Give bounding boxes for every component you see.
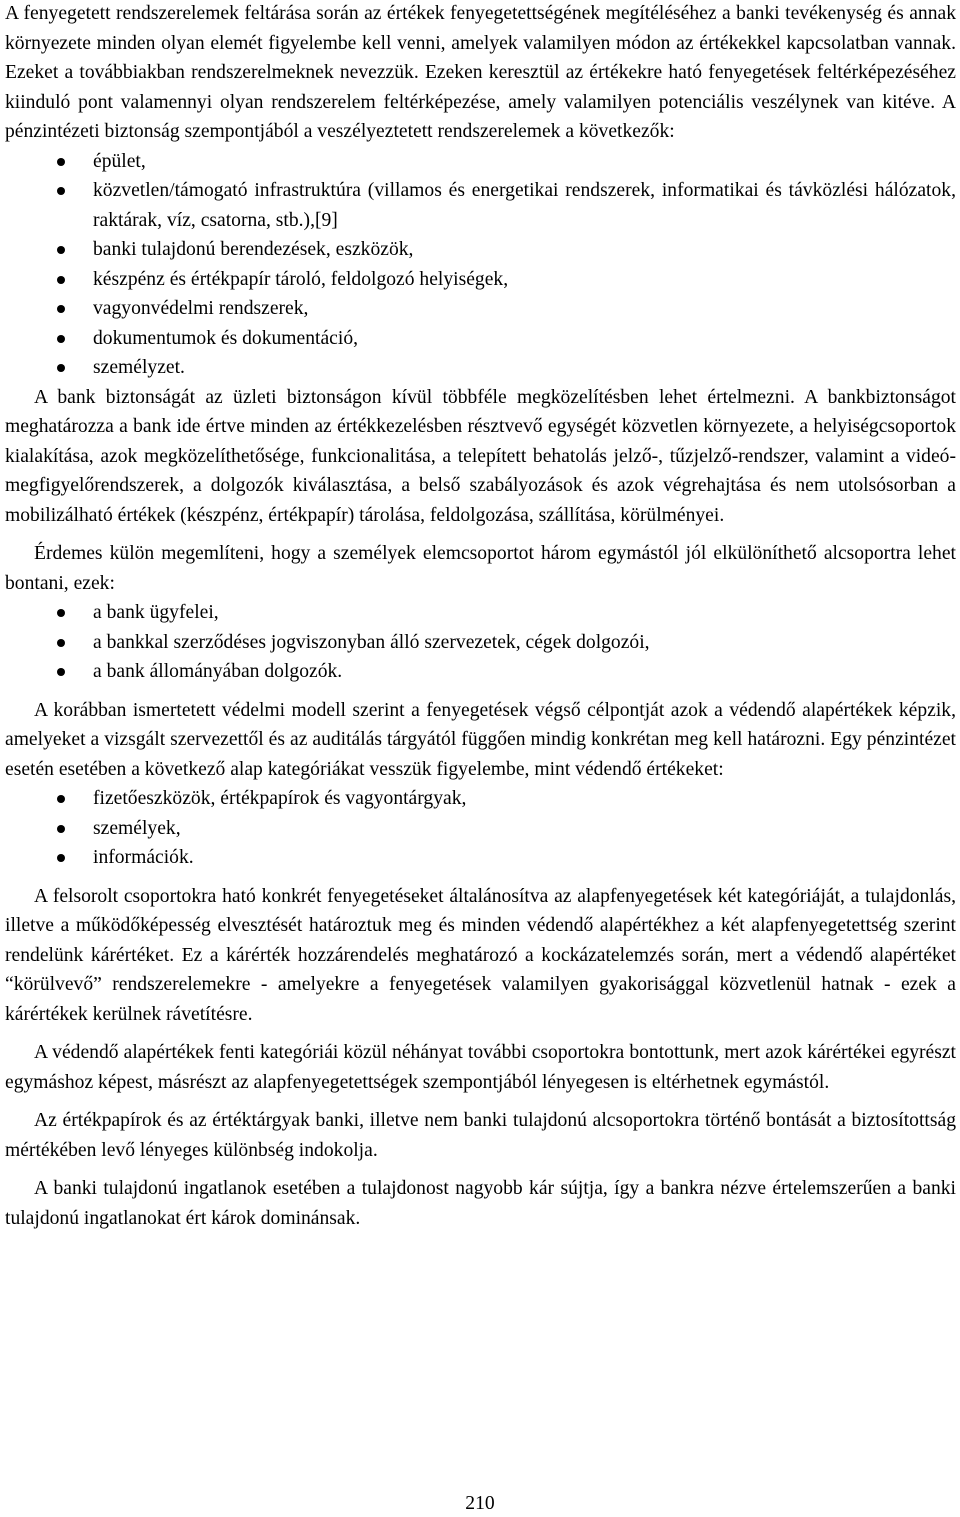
list-item: a bank állományában dolgozók. (5, 657, 956, 687)
paragraph-value-categories: A védendő alapértékek fenti kategóriái közül néhányat további csoportokra bontottunk, mert azok kárértékei egyrészt egymáshoz képest, másrészt az alapfenyegetettségek szempontjából lényegesen is eltérhetnek egymástól. (5, 1042, 956, 1093)
list-item: közvetlen/támogató infrastruktúra (villamos és energetikai rendszerek, informatikai és távközlési hálózatok, raktárak, víz, csatorna, stb.),[9] (5, 176, 956, 235)
list-item: vagyonvédelmi rendszerek, (5, 294, 956, 324)
list-item: információk. (5, 843, 956, 873)
paragraph-protection-model: A korábban ismertetett védelmi modell szerint a fenyegetések végső célpontját azok a védendő alapértékek képzik, amelyeket a vizsgált szervezettől és az auditálás tárgyától függően mindig konkrétan meg kell határozni. Egy pénzintézet esetén esetében a következő alap kategóriákat vesszük figyelembe, mint védendő értékeket: (5, 699, 956, 780)
document-page (5, 0, 956, 1233)
person-subgroups-list (5, 598, 956, 687)
list-item: személyzet. (5, 353, 956, 383)
paragraph-person-subgroups: Érdemes külön megemlíteni, hogy a személyek elemcsoportot három egymástól jól elkülöníthető alcsoportra lehet bontani, ezek: (5, 543, 956, 594)
system-elements-list (5, 147, 956, 383)
paragraph-base-threats: A felsorolt csoportokra ható konkrét fenyegetéseket általánosítva az alapfenyegetések két kategóriáját, a tulajdonlás, illetve a működőképesség elvesztését határoztuk meg és minden védendő alapértékhez a két alapfenyegetettség szerint rendelünk kárértéket. Ez a kárérték hozzárendelés meghatározó a kockázatelemzés során, mert a védendő alapértéket “körülvevő” rendszerelemekre - amelyekre a fenyegetések valamilyen gyakorisággal közvetlenül hatnak - ezek a kárértékek kerülnek rávetítésre. (5, 885, 956, 1025)
list-item: dokumentumok és dokumentáció, (5, 324, 956, 354)
paragraph-securities-breakdown: Az értékpapírok és az értéktárgyak banki, illetve nem banki tulajdonú alcsoportokra történő bontását a biztosítottság mértékében levő lényeges különbség indokolja. (5, 1110, 956, 1161)
paragraph-threatened-elements: A fenyegetett rendszerelemek feltárása során az értékek fenyegetettségének megítéléséhez a banki tevékenység és annak környezete minden olyan elemét figyelembe kell venni, amelyek valamilyen módon az értékekkel kapcsolatban vannak. Ezeket a továbbiakban rendszerelmeknek nevezzük. Ezeken keresztül az értékekre ható fenyegetések feltérképezéséhez kiinduló pont valamennyi olyan rendszerelem feltérképezése, amely valamilyen potenciális veszélynek van kitéve. A pénzintézeti biztonság szempontjából a veszélyeztetett rendszerelemek a következők: (5, 3, 956, 142)
paragraph-bank-security: A bank biztonságát az üzleti biztonságon kívül többféle megközelítésben lehet értelmezni. A bankbiztonságot meghatározza a bank ide értve minden az értékkezelésben résztvevő egységét közvetlen környezete, a helyiségcsoportok kialakítása, azok megközelíthetősége, funkcionalitása, a telepített behatolás jelző-, tűzjelző-rendszer, valamint a videó-megfigyelőrendszerek, a dolgozók kiválasztása, a belső szabályozások és azok végrehajtása és nem utolsósorban a mobilizálható értékek (készpénz, értékpapír) tárolása, feldolgozása, szállítása, körülményei. (5, 386, 956, 526)
list-item: fizetőeszközök, értékpapírok és vagyontárgyak, (5, 784, 956, 814)
protected-values-list (5, 784, 956, 873)
list-item: épület, (5, 147, 956, 177)
paragraph-real-estate: A banki tulajdonú ingatlanok esetében a tulajdonost nagyobb kár sújtja, így a bankra nézve értelemszerűen a banki tulajdonú ingatlanokat ért károk dominánsak. (5, 1178, 956, 1229)
page-number: 210 (465, 1493, 495, 1514)
list-item: személyek, (5, 814, 956, 844)
list-item: készpénz és értékpapír tároló, feldolgozó helyiségek, (5, 265, 956, 295)
list-item: a bank ügyfelei, (5, 598, 956, 628)
list-item: a bankkal szerződéses jogviszonyban álló szervezetek, cégek dolgozói, (5, 628, 956, 658)
list-item: banki tulajdonú berendezések, eszközök, (5, 235, 956, 265)
